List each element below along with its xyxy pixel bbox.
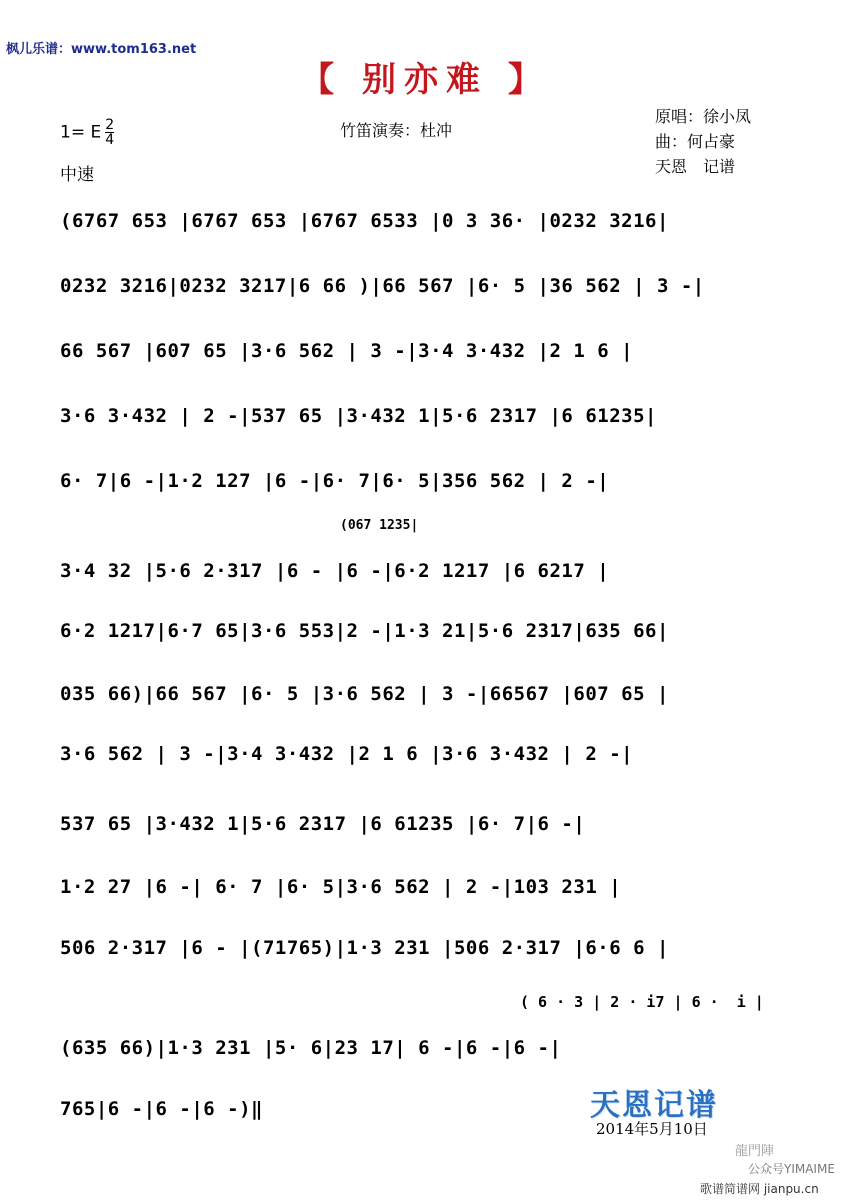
site-url[interactable]: 枫儿乐谱：www.tom163.net [6, 42, 197, 57]
score-line-5: 6· 7|6 -|1·2 127 |6 -|6· 7|6· 5|356 562 | 2 -| [60, 470, 610, 492]
score-line-9: 3·6 562 | 3 -|3·4 3·432 |2 1 6 |3·6 3·432 | 2 -| [60, 743, 634, 765]
key-signature [60, 118, 114, 147]
key-label: 1= E [60, 122, 102, 143]
time-sig-bottom: 4 [105, 132, 115, 148]
composer: 曲：何占豪 [655, 132, 736, 151]
transcriber-stamp: 天恩记谱 [590, 1088, 718, 1123]
score-line-12: 506 2·317 |6 - |(71765)|1·3 231 |506 2·317 |6·6 6 | [60, 937, 669, 959]
performer-credit: 竹笛演奏：杜冲 [340, 121, 453, 140]
score-line-7: 6·2 1217|6·7 65|3·6 553|2 -|1·3 21|5·6 2317|635 66| [60, 620, 669, 642]
score-ornament-lower: ( 6 · 3 | 2 · i7 | 6 · i | [520, 993, 764, 1011]
original-singer: 原唱：徐小凤 [655, 107, 752, 126]
time-signature [105, 118, 114, 147]
score-line-3: 66 567 |607 65 |3·6 562 | 3 -|3·4 3·432 |2 1 6 | [60, 340, 634, 362]
score-line-2: 0232 3216|0232 3217|6 66 )|66 567 |6· 5 |36 562 | 3 -| [60, 275, 705, 297]
score-line-11: 1·2 27 |6 -| 6· 7 |6· 5|3·6 562 | 2 -|103 231 | [60, 876, 622, 898]
watermark-account: 公众号YIMAIME [748, 1162, 835, 1176]
time-sig-top: 2 [105, 117, 115, 133]
score-line-6: 3·4 32 |5·6 2·317 |6 - |6 -|6·2 1217 |6 6217 | [60, 560, 610, 582]
score-line-10: 537 65 |3·432 1|5·6 2317 |6 61235 |6· 7|6 -| [60, 813, 586, 835]
score-line-1: (6767 653 |6767 653 |6767 6533 |0 3 36· |0232 3216| [60, 210, 669, 232]
score-line-14: 765|6 -|6 -|6 -)‖ [60, 1098, 263, 1120]
transcriber: 天恩 记谱 [655, 157, 736, 176]
song-title: 【 别亦难 】 [300, 60, 550, 100]
score-line-8: 035 66)|66 567 |6· 5 |3·6 562 | 3 -|66567 |607 65 | [60, 683, 669, 705]
score-line-13: (635 66)|1·3 231 |5· 6|23 17| 6 -|6 -|6 -| [60, 1037, 562, 1059]
score-line-4: 3·6 3·432 | 2 -|537 65 |3·432 1|5·6 2317 |6 61235| [60, 405, 657, 427]
score-ornament-upper: (067 1235| [340, 518, 419, 533]
tempo-marking: 中速 [60, 165, 94, 185]
credits-block [655, 104, 751, 179]
transcription-date: 2014年5月10日 [596, 1120, 708, 1138]
watermark-logo: 龍門陣 [735, 1144, 775, 1159]
watermark-site[interactable]: 歌谱简谱网 jianpu.cn [700, 1182, 819, 1196]
